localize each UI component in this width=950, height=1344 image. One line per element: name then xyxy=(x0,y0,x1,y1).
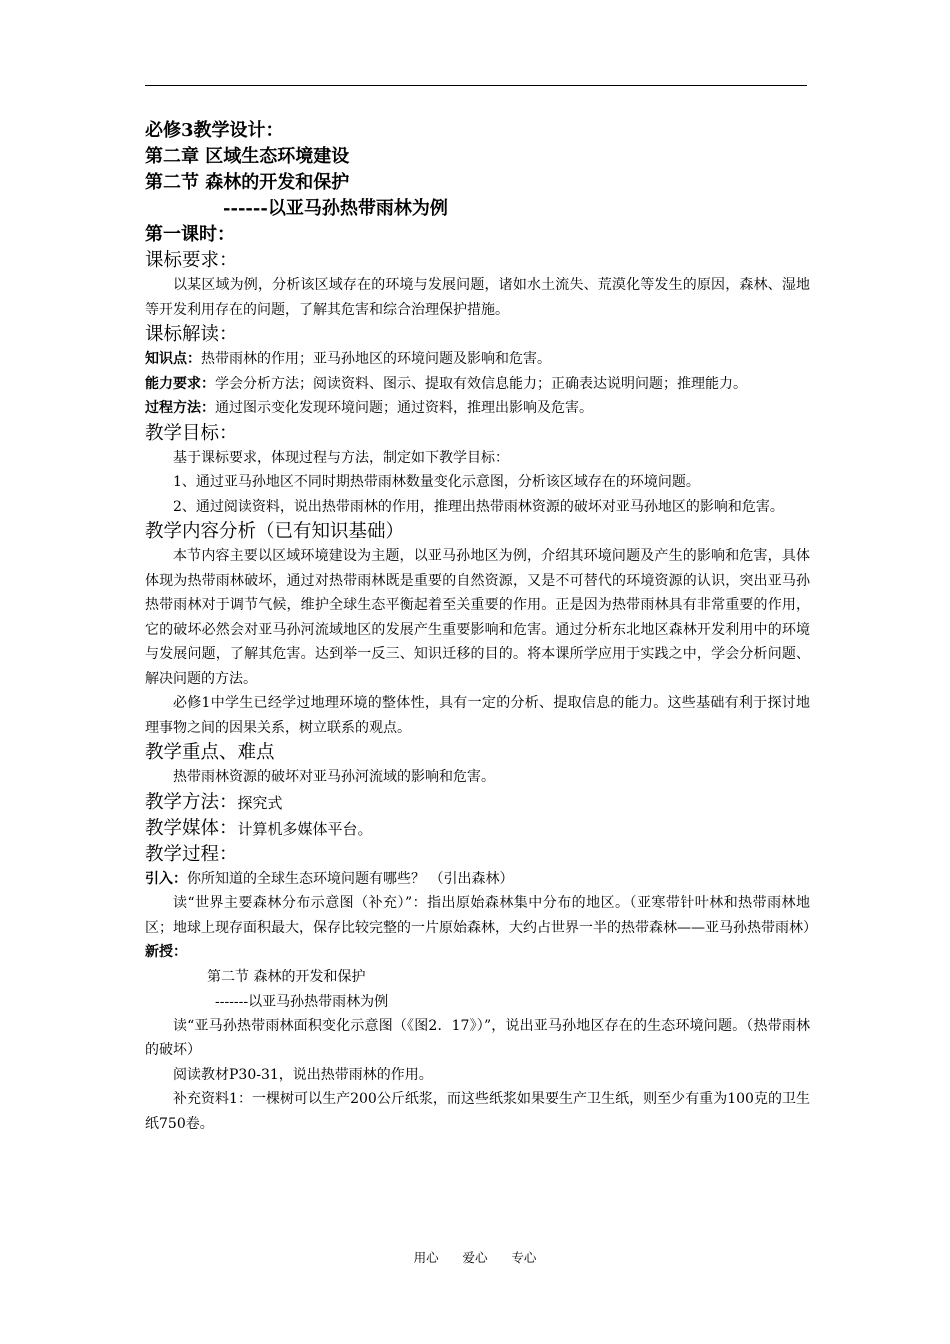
knowledge-label: 知识点： xyxy=(145,351,201,367)
process-method-label: 过程方法： xyxy=(145,400,215,416)
standards-text: 以某区域为例，分析该区域存在的环境与发展问题，诸如水土流失、荒漠化等发生的原因，森林、湿地等开发利用存在的问题，了解其危害和综合治理保护措施。 xyxy=(145,277,810,318)
process-method-item xyxy=(145,396,810,421)
interpretation-heading: 课标解读： xyxy=(145,324,238,345)
media-value: 计算机多媒体平台。 xyxy=(237,819,373,838)
doc-title-section: 第二节 森林的开发和保护 xyxy=(145,172,350,193)
knowledge-text: 热带雨林的作用；亚马孙地区的环境问题及影响和危害。 xyxy=(201,351,551,367)
doc-subtitle: ------以亚马孙热带雨林为例 xyxy=(223,198,448,219)
content-analysis-heading: 教学内容分析（已有知识基础） xyxy=(145,521,405,542)
process-method-text: 通过图示变化发现环境问题；通过资料，推理出影响及危害。 xyxy=(215,400,593,416)
objectives-heading: 教学目标： xyxy=(145,422,238,444)
media-heading: 教学媒体： xyxy=(145,817,238,839)
read-rainforest-chart: 读“亚马孙热带雨林面积变化示意图（《图2．17》）”，说出亚马孙地区存在的生态环境问题。（热带雨林的破坏） xyxy=(145,1017,810,1058)
header-rule xyxy=(145,85,807,86)
new-section-title: 第二节 森林的开发和保护 xyxy=(207,968,366,985)
lesson-label: 第一课时： xyxy=(145,224,235,245)
ability-item xyxy=(145,372,810,397)
read-forest-map: 读“世界主要森林分布示意图（补充）”：指出原始森林集中分布的地区。（亚寒带针叶林和热带雨林地区；地球上现存面积最大，保存比较完整的一片原始森林，大约占世界一半的热带森林——亚马孙热带雨林） xyxy=(145,895,817,936)
method-heading: 教学方法： xyxy=(145,791,238,813)
intro-label: 引入： xyxy=(145,870,187,887)
intro-line xyxy=(145,867,810,892)
document-body xyxy=(145,118,817,1136)
media-line xyxy=(145,816,810,842)
objective-1: 1、通过亚马孙地区不同时期热带雨林数量变化示意图，分析该区域存在的环境问题。 xyxy=(173,474,700,490)
process-heading: 教学过程： xyxy=(145,843,238,865)
read-textbook: 阅读教材P30-31，说出热带雨林的作用。 xyxy=(173,1066,433,1083)
objective-2: 2、通过阅读资料，说出热带雨林的作用，推理出热带雨林资源的破坏对亚马孙地区的影响和危害。 xyxy=(173,498,784,515)
doc-title-line1: 必修3教学设计： xyxy=(145,120,284,141)
ability-text: 学会分析方法；阅读资料、图示、提取有效信息能力；正确表达说明问题；推理能力。 xyxy=(215,375,747,392)
ability-label: 能力要求： xyxy=(145,375,215,392)
method-value: 探究式 xyxy=(237,793,283,812)
new-section-subtitle: -------以亚马孙热带雨林为例 xyxy=(215,993,389,1010)
method-line xyxy=(145,790,810,816)
key-points-heading: 教学重点、难点 xyxy=(145,742,275,763)
key-points-text: 热带雨林资源的破坏对亚马孙河流域的影响和危害。 xyxy=(173,769,495,785)
doc-title-chapter: 第二章 区域生态环境建设 xyxy=(145,146,350,167)
knowledge-item xyxy=(145,347,810,372)
intro-text: 你所知道的全球生态环境问题有哪些？ （引出森林） xyxy=(187,870,514,887)
objectives-intro: 基于课标要求，体现过程与方法，制定如下教学目标： xyxy=(173,449,509,466)
content-analysis-para-1: 本节内容主要以区域环境建设为主题，以亚马孙地区为例，介绍其环境问题及产生的影响和危害，具体体现为热带雨林破坏，通过对热带雨林既是重要的自然资源，又是不可替代的环境资源的认识，突出亚马孙热带雨林对于调节气候，维护全球生态平衡起着至关重要的作用。正是因为热带雨林具有非常重要的作用，它的破坏必然会对亚马孙河流域地区的发展产生重要影响和危害。通过分析东北地区森林开发利用中的环境与发展问题，了解其危害。达到举一反三、知识迁移的目的。将本课所学应用于实践之中，学会分析问题、解决问题的方法。 xyxy=(145,548,810,687)
standards-heading: 课标要求： xyxy=(145,250,238,271)
supplementary-material-1: 补充资料1：一棵树可以生产200公斤纸浆，而这些纸浆如果要生产卫生纸，则至少有重为100克的卫生纸750卷。 xyxy=(145,1091,810,1132)
new-lesson-label: 新授： xyxy=(145,944,187,960)
page-footer: 用心 爱心 专心 xyxy=(413,1250,537,1265)
content-analysis-para-2: 必修1中学生已经学过地理环境的整体性，具有一定的分析、提取信息的能力。这些基础有利于探讨地理事物之间的因果关系，树立联系的观点。 xyxy=(145,695,810,736)
